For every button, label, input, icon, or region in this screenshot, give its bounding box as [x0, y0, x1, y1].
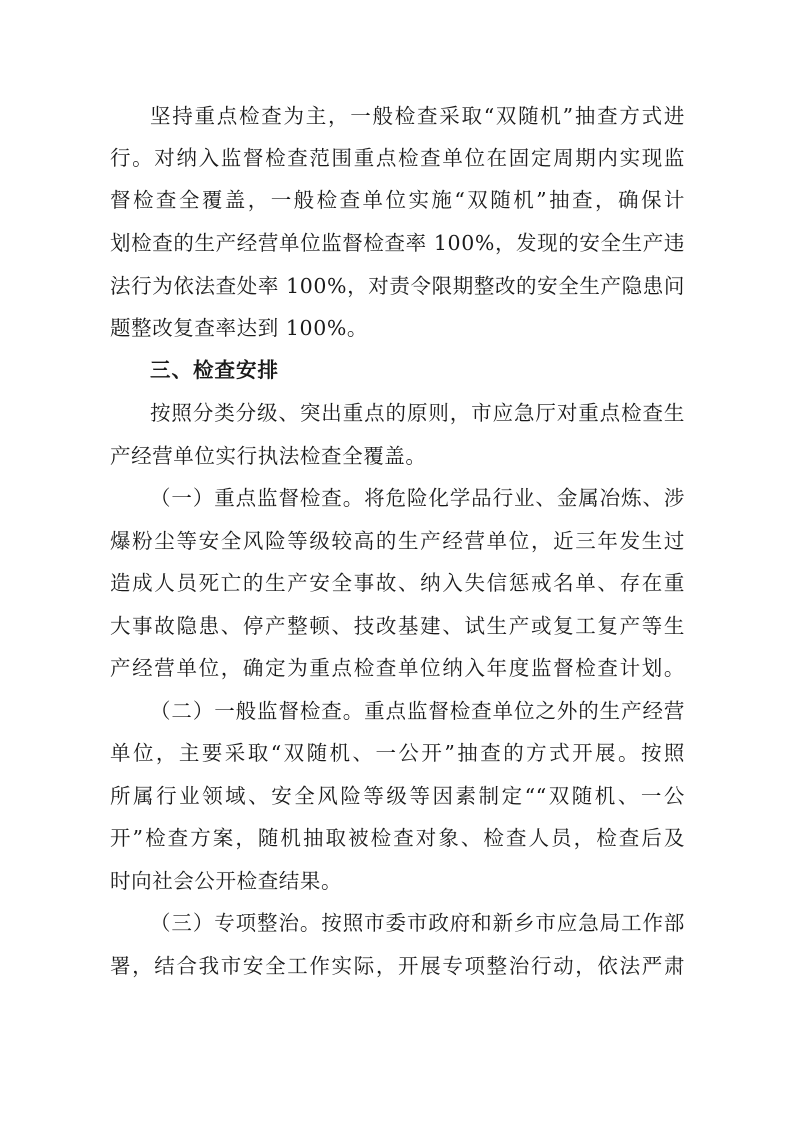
paragraph-2-line-2: 产经营单位实行执法检查全覆盖。 [110, 444, 427, 468]
paragraph-1-line-5: 法行为依法查处率 100%，对责令限期整改的安全生产隐患问 [110, 274, 685, 298]
paragraph-3-line-5: 产经营单位，确定为重点检查单位纳入年度监督检查计划。 [110, 656, 685, 680]
paragraph-5-line-1: （三）专项整治。按照市委市政府和新乡市应急局工作部 [150, 911, 685, 935]
paragraph-5-line-2: 署，结合我市安全工作实际，开展专项整治行动，依法严肃 [110, 954, 685, 978]
paragraph-1-line-6: 题整改复查率达到 100%。 [110, 316, 369, 340]
paragraph-1-line-3: 督检查全覆盖，一般检查单位实施“双随机”抽查，确保计 [110, 188, 685, 212]
paragraph-1-line-1: 坚持重点检查为主，一般检查采取“双随机”抽查方式进 [150, 104, 685, 128]
paragraph-4-line-4: 开”检查方案，随机抽取被检查对象、检查人员，检查后及 [110, 826, 685, 850]
paragraph-4-line-5: 时向社会公开检查结果。 [110, 869, 343, 893]
paragraph-4-line-1: （二）一般监督检查。重点监督检查单位之外的生产经营 [150, 699, 685, 723]
paragraph-4-line-3: 所属行业领域、安全风险等级等因素制定““双随机、一公 [110, 784, 685, 808]
paragraph-4-line-2: 单位，主要采取“双随机、一公开”抽查的方式开展。按照 [110, 741, 685, 765]
paragraph-3-line-1: （一）重点监督检查。将危险化学品行业、金属冶炼、涉 [150, 486, 685, 510]
paragraph-1-line-2: 行。对纳入监督检查范围重点检查单位在固定周期内实现监 [110, 146, 685, 170]
paragraph-1-line-4: 划检查的生产经营单位监督检查率 100%，发现的安全生产违 [110, 231, 685, 255]
section-heading: 三、检查安排 [150, 358, 279, 382]
paragraph-2-line-1: 按照分类分级、突出重点的原则，市应急厅对重点检查生 [150, 401, 685, 425]
paragraph-3-line-4: 大事故隐患、停产整顿、技改基建、试生产或复工复产等生 [110, 614, 685, 638]
paragraph-3-line-3: 造成人员死亡的生产安全事故、纳入失信惩戒名单、存在重 [110, 571, 685, 595]
paragraph-3-line-2: 爆粉尘等安全风险等级较高的生产经营单位，近三年发生过 [110, 529, 685, 553]
